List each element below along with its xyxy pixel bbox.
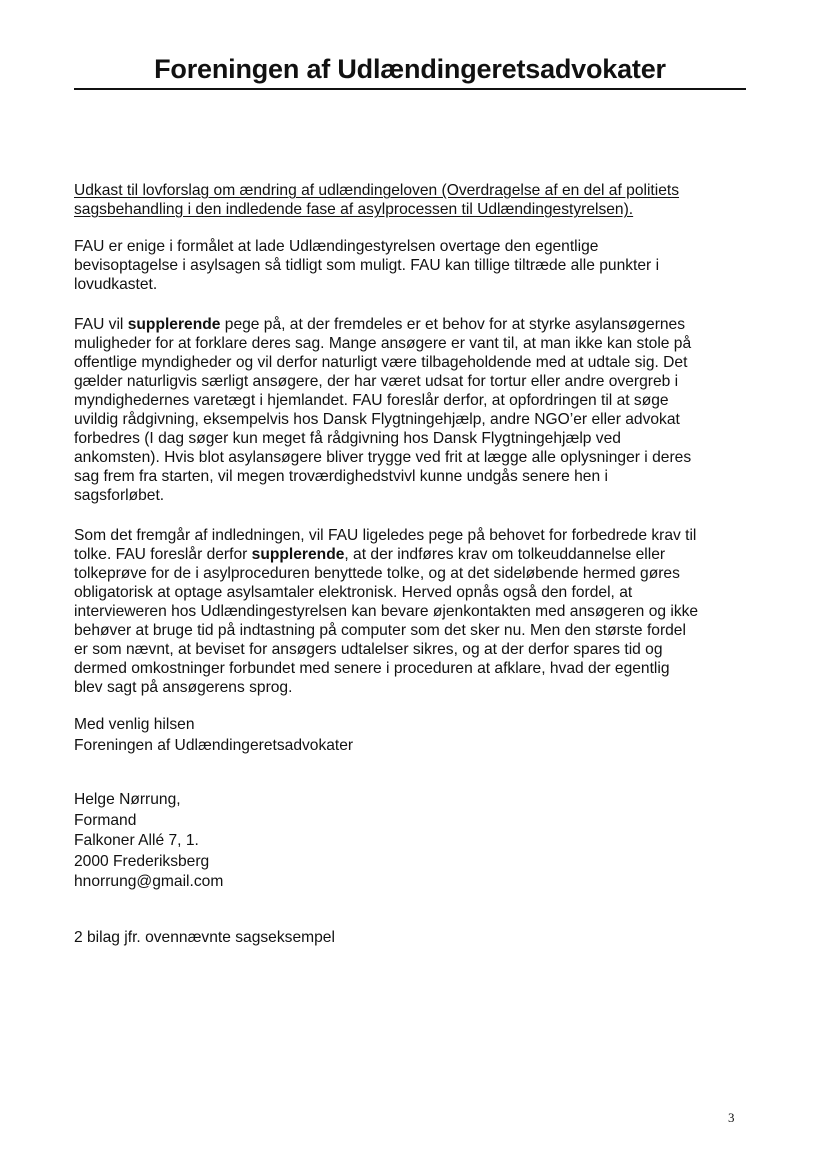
paragraph-line: obligatorisk at optage asylsamtaler elektronisk. Herved opnås også den fordel, at <box>74 584 633 601</box>
paragraph-line: uvildig rådgivning, eksempelvis hos Dansk Flygtningehjælp, andre NGO’er eller advokat <box>74 411 680 428</box>
paragraph-line: bevisoptagelse i asylsagen så tidligt som muligt. FAU kan tillige tiltræde alle punkter i <box>74 257 660 274</box>
text-run: pege på, at der fremdeles er et behov for at styrke asylansøgernes <box>220 316 686 333</box>
paragraph-line: gælder naturligvis særligt ansøgere, der har været udsat for tortur eller andre overgreb i <box>74 373 679 390</box>
paragraph-line: Som det fremgår af indledningen, vil FAU ligeledes pege på behovet for forbedrede krav til <box>74 527 697 544</box>
signature-name: Helge Nørrung, <box>74 791 181 808</box>
page-number: 3 <box>728 1110 735 1125</box>
paragraph-line <box>74 315 754 334</box>
paragraph-line: offentlige myndigheder og vil derfor naturligt være tilbageholdende med at udtale sig. Det <box>74 354 688 371</box>
attachment-note: 2 bilag jfr. ovennævnte sagseksempel <box>74 929 335 946</box>
subject-line: sagsbehandling i den indledende fase af asylprocessen til Udlændingestyrelsen). <box>74 201 634 218</box>
paragraph-line <box>74 545 754 564</box>
paragraph-line: myndighedernes varetægt i hjemlandet. FAU foreslår derfor, at opfordringen til at søge <box>74 392 669 409</box>
signature-block <box>74 790 223 893</box>
paragraph-line: dermed omkostninger forbundet med senere i proceduren at afklare, hvad der egentlig <box>74 660 670 677</box>
signature-email: hnorrung@gmail.com <box>74 873 224 890</box>
signature-street: Falkoner Allé 7, 1. <box>74 832 199 849</box>
closing-block <box>74 715 353 756</box>
paragraph-line: tolkeprøve for de i asylproceduren benyttede tolke, og at det sideløbende hermed gøres <box>74 565 680 582</box>
page-title: Foreningen af Udlændingeretsadvokater <box>154 54 666 84</box>
paragraph-line: sag frem fra starten, vil megen troværdighedstvivl kunne undgås senere hen i <box>74 468 608 485</box>
paragraph-line: intervieweren hos Udlændingestyrelsen kan bevare øjenkontakten med ansøgeren og ikke <box>74 603 699 620</box>
paragraph-line: er som nævnt, at beviset for ansøgers udtalelser sikres, og at der derfor spares tid og <box>74 641 663 658</box>
text-run: FAU vil <box>74 316 128 333</box>
paragraph-line: lovudkastet. <box>74 276 158 293</box>
text-run: tolke. FAU foreslår derfor <box>74 546 252 563</box>
title-underline-rule <box>74 88 746 90</box>
closing-organization: Foreningen af Udlændingeretsadvokater <box>74 736 354 754</box>
paragraph-line: behøver at bruge tid på indtastning på computer som det sker nu. Men den største fordel <box>74 622 686 639</box>
paragraph-agreement <box>74 237 754 294</box>
subject-line: Udkast til lovforslag om ændring af udlændingeloven (Overdragelse af en del af politiets <box>74 182 680 199</box>
emphasis-supplerende: supplerende <box>127 316 221 333</box>
paragraph-counselling <box>74 315 754 505</box>
paragraph-line: sagsforløbet. <box>74 487 165 504</box>
subject-heading <box>74 181 754 219</box>
paragraph-line: forbedres (I dag søger kun meget få rådgivning hos Dansk Flygtningehjælp ved <box>74 430 621 447</box>
paragraph-line: FAU er enige i formålet at lade Udlændingestyrelsen overtage den egentlige <box>74 238 599 255</box>
paragraph-line: blev sagt på ansøgerens sprog. <box>74 679 293 696</box>
signature-city: 2000 Frederiksberg <box>74 852 210 870</box>
signature-role: Formand <box>74 811 137 829</box>
paragraph-interpreters <box>74 526 754 697</box>
emphasis-supplerende: supplerende <box>251 546 345 563</box>
text-run: , at der indføres krav om tolkeuddannelse eller <box>344 546 666 563</box>
paragraph-line: ankomsten). Hvis blot asylansøgere bliver trygge ved frit at lægge alle oplysninger i deres <box>74 449 692 466</box>
paragraph-line: muligheder for at forklare deres sag. Mange ansøgere er vant til, at man ikke kan stole på <box>74 335 692 352</box>
closing-greeting: Med venlig hilsen <box>74 716 195 733</box>
